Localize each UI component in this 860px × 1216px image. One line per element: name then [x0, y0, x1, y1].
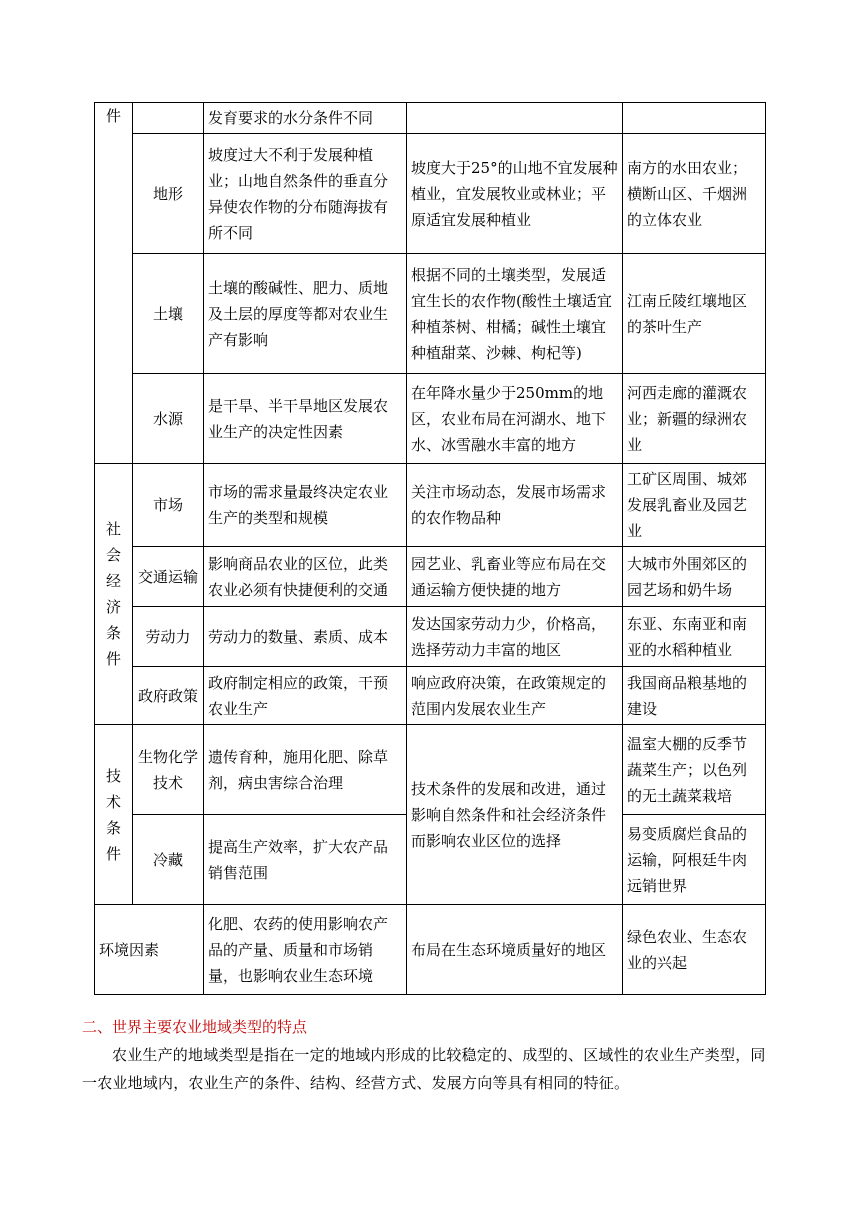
layout-cell: 在年降水量少于250mm的地区，农业布局在河湖水、地下水、冰雪融水丰富的地方	[407, 374, 623, 464]
table-row	[95, 725, 766, 815]
effect-cell: 市场的需求量最终决定农业生产的类型和规模	[204, 464, 407, 547]
factor-cell: 土壤	[133, 254, 204, 374]
table-row	[95, 254, 766, 374]
agri-location-factors-table	[94, 102, 766, 995]
example-cell: 易变质腐烂食品的运输，阿根廷牛肉远销世界	[623, 815, 766, 905]
example-cell: 大城市外围郊区的园艺场和奶牛场	[623, 547, 766, 607]
effect-cell: 遗传育种，施用化肥、除草剂，病虫害综合治理	[204, 725, 407, 815]
example-cell: 绿色农业、生态农业的兴起	[623, 905, 766, 995]
factor-cell: 水源	[133, 374, 204, 464]
example-cell: 东亚、东南亚和南亚的水稻种植业	[623, 607, 766, 667]
category-cell-natural-continued: 件	[95, 103, 133, 464]
factor-cell: 政府政策	[133, 667, 204, 725]
example-cell: 温室大棚的反季节蔬菜生产；以色列的无土蔬菜栽培	[623, 725, 766, 815]
table-row	[95, 547, 766, 607]
factor-cell: 市场	[133, 464, 204, 547]
example-cell: 工矿区周围、城郊发展乳畜业及园艺业	[623, 464, 766, 547]
factor-cell: 交通运输	[133, 547, 204, 607]
table-row	[95, 103, 766, 134]
layout-cell: 响应政府决策，在政策规定的范围内发展农业生产	[407, 667, 623, 725]
effect-cell: 是干旱、半干旱地区发展农业生产的决定性因素	[204, 374, 407, 464]
effect-cell: 提高生产效率，扩大农产品销售范围	[204, 815, 407, 905]
example-cell: 江南丘陵红壤地区的茶叶生产	[623, 254, 766, 374]
effect-cell: 影响商品农业的区位，此类农业必须有快捷便利的交通	[204, 547, 407, 607]
layout-cell: 园艺业、乳畜业等应布局在交通运输方便快捷的地方	[407, 547, 623, 607]
table-row	[95, 607, 766, 667]
category-cell-env: 环境因素	[95, 905, 204, 995]
factor-cell: 生物化学技术	[133, 725, 204, 815]
factor-cell: 劳动力	[133, 607, 204, 667]
factor-cell: 冷藏	[133, 815, 204, 905]
effect-cell: 化肥、农药的使用影响农产品的产量、质量和市场销量，也影响农业生态环境	[204, 905, 407, 995]
factor-cell	[133, 103, 204, 134]
body-paragraph: 农业生产的地域类型是指在一定的地域内形成的比较稳定的、成型的、区域性的农业生产类型，同一农业地域内，农业生产的条件、结构、经营方式、发展方向等具有相同的特征。	[82, 1046, 766, 1092]
effect-cell: 政府制定相应的政策，干预农业生产	[204, 667, 407, 725]
table-row	[95, 464, 766, 547]
category-cell-tech: 技术条件	[95, 725, 133, 905]
layout-cell: 技术条件的发展和改进，通过影响自然条件和社会经济条件而影响农业区位的选择	[407, 725, 623, 905]
example-cell: 河西走廊的灌溉农业；新疆的绿洲农业	[623, 374, 766, 464]
table-row	[95, 374, 766, 464]
effect-cell: 劳动力的数量、素质、成本	[204, 607, 407, 667]
layout-cell: 布局在生态环境质量好的地区	[407, 905, 623, 995]
table-row	[95, 905, 766, 995]
factor-cell: 地形	[133, 134, 204, 254]
effect-cell: 土壤的酸碱性、肥力、质地及土层的厚度等都对农业生产有影响	[204, 254, 407, 374]
effect-cell: 坡度过大不利于发展种植业；山地自然条件的垂直分异使农作物的分布随海拔有所不同	[204, 134, 407, 254]
layout-cell: 关注市场动态，发展市场需求的农作物品种	[407, 464, 623, 547]
layout-cell	[407, 103, 623, 134]
example-cell: 我国商品粮基地的建设	[623, 667, 766, 725]
table-row	[95, 134, 766, 254]
layout-cell: 根据不同的土壤类型，发展适宜生长的农作物(酸性土壤适宜种植茶树、柑橘；碱性土壤宜种植甜菜、沙棘、枸杞等)	[407, 254, 623, 374]
category-cell-social: 社会经济条件	[95, 464, 133, 725]
section-heading: 二、世界主要农业地域类型的特点	[82, 1018, 308, 1036]
layout-cell: 坡度大于25°的山地不宜发展种植业，宜发展牧业或林业；平原适宜发展种植业	[407, 134, 623, 254]
table-row	[95, 667, 766, 725]
example-cell	[623, 103, 766, 134]
effect-cell: 发育要求的水分条件不同	[204, 103, 407, 134]
layout-cell: 发达国家劳动力少，价格高，选择劳动力丰富的地区	[407, 607, 623, 667]
example-cell: 南方的水田农业；横断山区、千烟洲的立体农业	[623, 134, 766, 254]
